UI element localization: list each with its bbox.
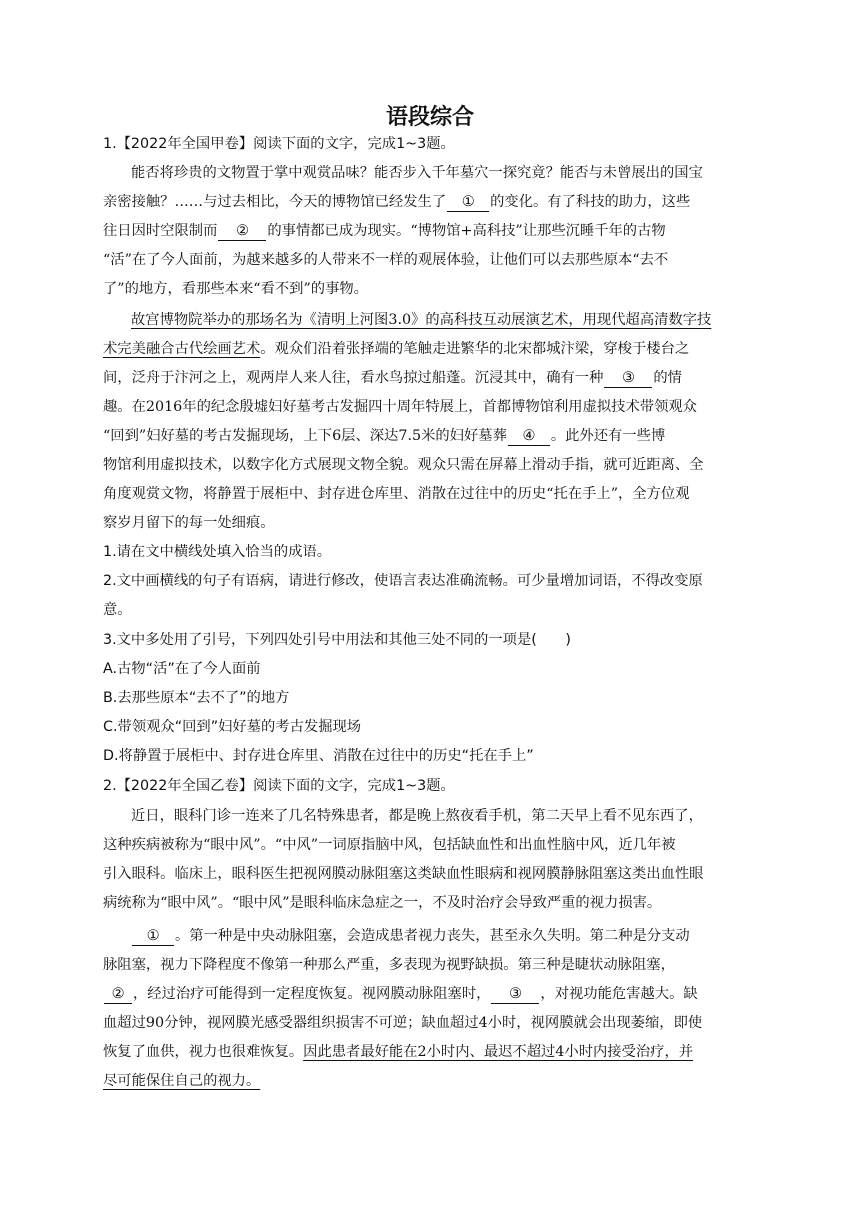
q1-passage-line: 角度观赏文物，将静置于展柜中、封存进仓库里、消散在过往中的历史“托在手上”，全方位观: [103, 486, 690, 502]
blank-3: ③: [491, 985, 539, 1004]
q1-passage-line: 察岁月留下的每一处细痕。: [103, 515, 275, 531]
q2-passage-line: ① 。第一种是中央动脉阻塞，会造成患者视力丧失，甚至永久失明。第二种是分支动: [103, 925, 771, 947]
q2-passage-line: 病统称为“眼中风”。“眼中风”是眼科临床急症之一，不及时治疗会导致严重的视力损害。: [103, 895, 662, 911]
q2-passage-line: [103, 1070, 743, 1092]
underlined-sentence: 故宫博物院举办的那场名为《清明上河图3.0》的高科技互动展演艺术，用现代超高清数字技: [131, 312, 712, 328]
q1-header: 1.【2022年全国甲卷】阅读下面的文字，完成1~3题。: [103, 136, 455, 152]
option-b: B.去那些原本“去不了”的地方: [103, 690, 290, 706]
blank-2: ②: [218, 222, 266, 241]
q2-passage-line: 引入眼科。临床上，眼科医生把视网膜动脉阻塞这类缺血性眼病和视网膜静脉阻塞这类出血性眼: [103, 866, 704, 882]
blank-1: ①: [447, 193, 489, 212]
q1-passage-line: “活”在了今人面前，为越来越多的人带来不一样的观展体验，让他们可以去那些原本“去不: [103, 252, 669, 268]
q2-passage-line: ② ，经过治疗可能得到一定程度恢复。视网膜动脉阻塞时， ③ ，对视功能危害越大。缺: [103, 983, 743, 1005]
q1-passage-line: [103, 309, 771, 331]
q1-passage-line: 亲密接触？……与过去相比，今天的博物馆已经发生了 ① 的变化。有了科技的助力，这些: [103, 194, 691, 210]
sub-question-2-cont: 意。: [103, 602, 132, 618]
page-title: 语段综合: [385, 105, 474, 130]
sub-question-1: 1.请在文中横线处填入恰当的成语。: [103, 544, 332, 560]
blank-4: ④: [508, 427, 550, 446]
option-c: C.带领观众“回到”妇好墓的考古发掘现场: [103, 719, 362, 735]
underlined-sentence: 因此患者最好能在2小时内、最迟不超过4小时内接受治疗，并: [303, 1044, 694, 1060]
q2-passage-line: 血超过90分钟，视网膜光感受器组织损害不可逆；缺血超过4小时，视网膜就会出现萎缩，即使: [103, 1015, 703, 1031]
q2-passage-line: 这种疾病被称为“眼中风”。“中风”一词原指脑中风，包括缺血性和出血性脑中风，近几年被: [103, 837, 676, 853]
q1-passage-line: 趣。在2016年的纪念殷墟妇好墓考古发掘四十周年特展上，首都博物馆利用虚拟技术带领观众: [103, 399, 697, 415]
q1-passage-line: 能否将珍贵的文物置于掌中观赏品味？能否步入千年墓穴一探究竟？能否与未曾展出的国宝: [131, 165, 703, 181]
q2-passage-line: 脉阻塞，视力下降程度不像第一种那么严重，多表现为视野缺损。第三种是睫状动脉阻塞，: [103, 957, 675, 973]
q2-passage-line: 恢复了血供，视力也很难恢复。因此患者最好能在2小时内、最迟不超过4小时内接受治疗，并: [103, 1044, 694, 1060]
q2-header: 2.【2022年全国乙卷】阅读下面的文字，完成1~3题。: [103, 778, 455, 794]
option-a: A.古物“活”在了今人面前: [103, 661, 261, 677]
blank-1: ①: [132, 927, 174, 946]
option-d: D.将静置于展柜中、封存进仓库里、消散在过往中的历史“托在手上”: [103, 748, 534, 764]
q1-passage-line: 术完美融合古代绘画艺术。观众们沿着张择端的笔触走进繁华的北宋都城汴梁，穿梭于楼台之: [103, 341, 690, 357]
q1-passage-line: 往日因时空限制而 ② 的事情都已成为现实。“博物馆+高科技”让那些沉睡千年的古物: [103, 223, 666, 239]
underlined-sentence: 尽可能保住自己的视力。: [103, 1073, 261, 1089]
q1-passage-line: 物馆利用虚拟技术，以数字化方式展现文物全貌。观众只需在屏幕上滑动手指，就可近距离、全: [103, 457, 704, 473]
sub-question-3: 3.文中多处用了引号，下列四处引号中用法和其他三处不同的一项是( ): [103, 632, 571, 648]
q1-passage-line: 间，泛舟于汴河之上，观两岸人来人往，看水鸟掠过船蓬。沉浸其中，确有一种 ③ 的情: [103, 370, 682, 386]
q1-passage-line: “回到”妇好墓的考古发掘现场，上下6层、深达7.5米的妇好墓葬 ④ 。此外还有一些博: [103, 428, 666, 444]
blank-2: ②: [104, 985, 132, 1004]
underlined-sentence: 术完美融合古代绘画艺术: [103, 341, 261, 357]
sub-question-2: 2.文中画横线的句子有语病，请进行修改，使语言表达准确流畅。可少量增加词语，不得改变原: [103, 573, 703, 589]
q2-passage-line: 近日，眼科门诊一连来了几名特殊患者，都是晚上熬夜看手机，第二天早上看不见东西了，: [131, 808, 703, 824]
q1-passage-line: 了”的地方，看那些本来“看不到”的事物。: [103, 281, 368, 297]
blank-3: ③: [604, 369, 652, 388]
